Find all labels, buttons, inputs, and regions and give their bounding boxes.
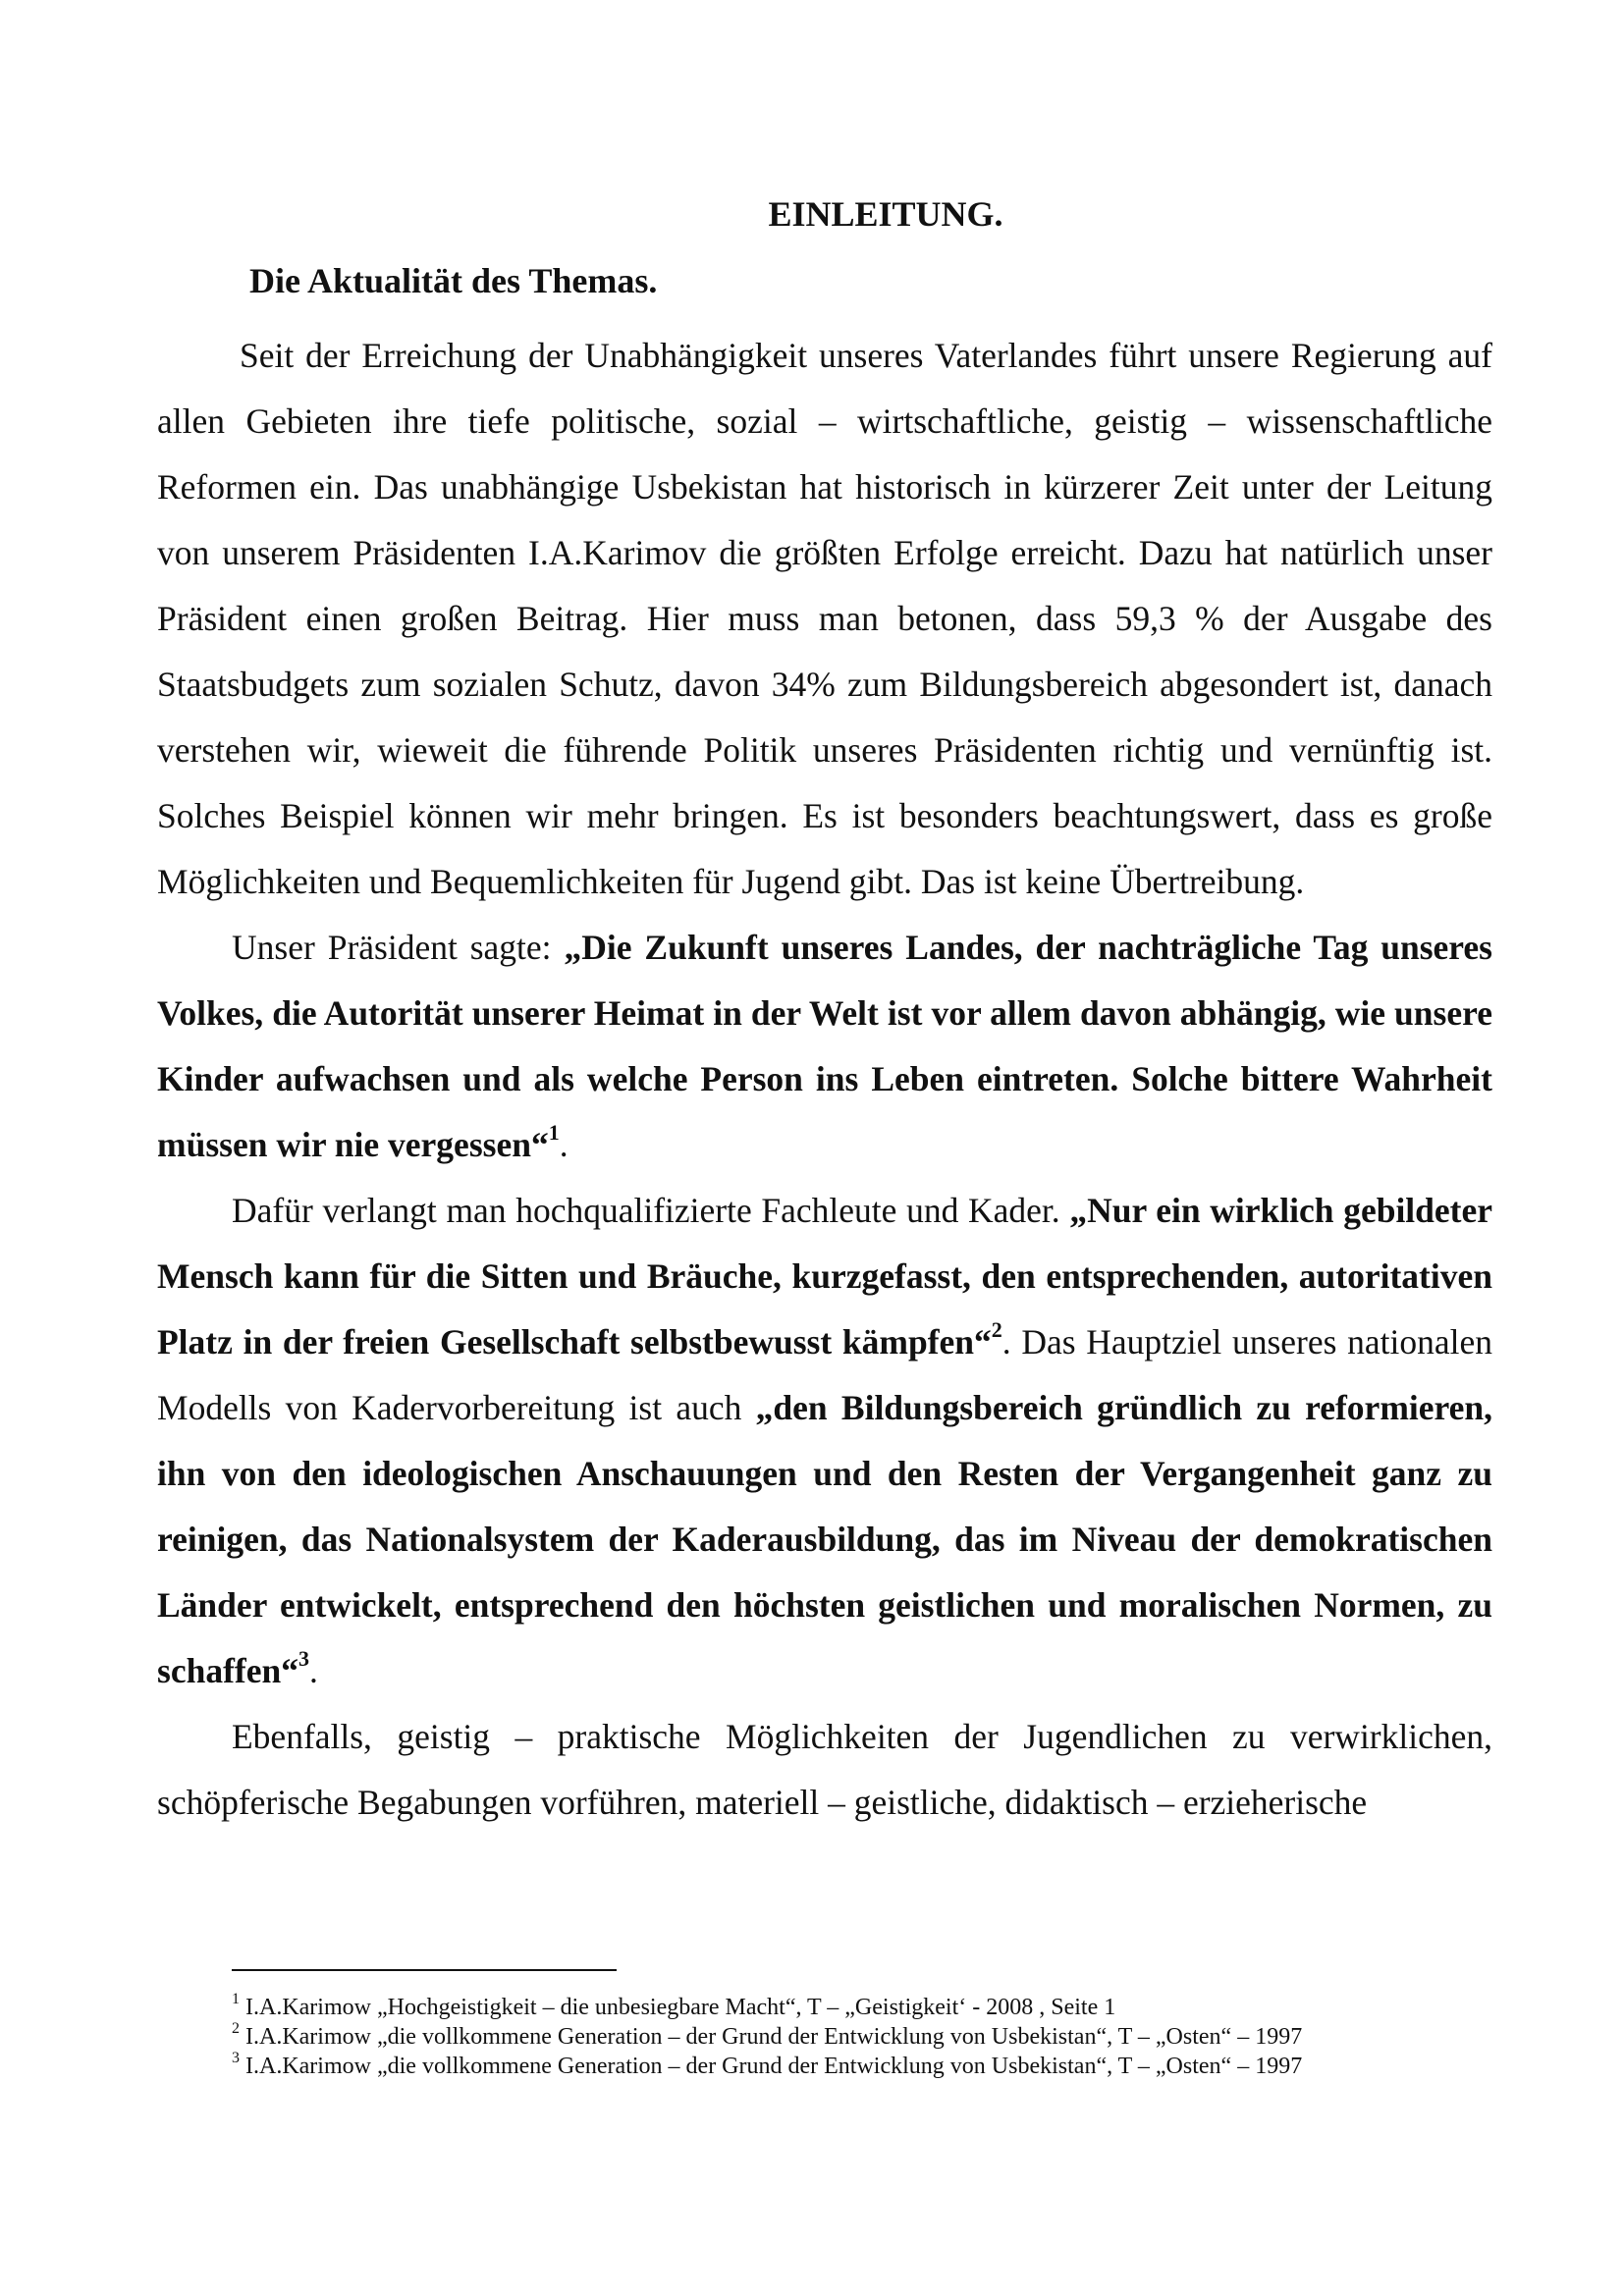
paragraph-2-quote: „Die Zukunft unseres Landes, der nachträgliche Tag unseres Volkes, die Autorität unserer Heimat in der Welt ist vor allem davon abhängig, wie unsere Kinder aufwachsen und als welche Person ins Leben eintreten. Solche bittere Wahrheit müssen wir nie vergessen“ <box>157 928 1492 1164</box>
paragraph-4 <box>157 1704 1492 1836</box>
paragraph-3-tail: . <box>308 1651 318 1690</box>
page-title: EINLEITUNG. <box>768 194 1003 234</box>
paragraph-2-lead: Unser Präsident sagte: <box>232 928 565 967</box>
footnote-2 <box>232 2022 1508 2052</box>
footnote-1 <box>232 1993 1508 2022</box>
footnote-number: 1 <box>232 1991 240 2007</box>
paragraph-1 <box>157 323 1492 915</box>
footnote-text: I.A.Karimow „die vollkommene Generation – der Grund der Entwicklung von Usbekistan“, T – „Osten“ – 1997 <box>245 2054 1303 2079</box>
paragraph-2 <box>157 915 1492 1178</box>
footnote-text: I.A.Karimow „Hochgeistigkeit – die unbesiegbare Macht“, T – „Geistigkeit‘ - 2008 , Seite 1 <box>245 1995 1116 2020</box>
section-subheading: Die Aktualität des Themas. <box>249 261 658 300</box>
footnote-text: I.A.Karimow „die vollkommene Generation – der Grund der Entwicklung von Usbekistan“, T – „Osten“ – 1997 <box>245 2024 1303 2050</box>
footnote-ref-3: 3 <box>298 1646 309 1672</box>
paragraph-3-middle: . Das Hauptziel unseres nationalen Modells von Kadervorbereitung ist auch <box>157 1322 1492 1427</box>
footnote-ref-2: 2 <box>991 1317 1002 1343</box>
paragraph-3 <box>157 1178 1492 1704</box>
paragraph-4-text: Ebenfalls, geistig – praktische Möglichkeiten der Jugendlichen zu verwirklichen, schöpferische Begabungen vorführen, materiell – geistliche, didaktisch – erzieherische <box>157 1717 1492 1822</box>
paragraph-3-lead: Dafür verlangt man hochqualifizierte Fachleute und Kader. <box>232 1191 1070 1230</box>
footnote-number: 2 <box>232 2020 240 2037</box>
paragraph-1-text: Seit der Erreichung der Unabhängigkeit unseres Vaterlandes führt unsere Regierung auf allen Gebieten ihre tiefe politische, sozial – wirtschaftliche, geistig – wissenschaftliche Reformen ein. Das unabhängige Usbekistan hat historisch in kürzerer Zeit unter der Leitung von unserem Präsidenten I.A.Karimov die größten Erfolge erreicht. Dazu hat natürlich unser Präsident einen großen Beitrag. Hier muss man betonen, dass 59,3 % der Ausgabe des Staatsbudgets zum sozialen Schutz, davon 34% zum Bildungsbereich abgesondert ist, danach verstehen wir, wieweit die führende Politik unseres Präsidenten richtig und vernünftig ist. Solches Beispiel können wir mehr bringen. Es ist besonders beachtungswert, dass es große Möglichkeiten und Bequemlichkeiten für Jugend gibt. Das ist keine Übertreibung. <box>157 336 1492 901</box>
paragraph-3-quote: „Nur ein wirklich gebildeter Mensch kann für die Sitten und Bräuche, kurzgefasst, den entsprechenden, autoritativen Platz in der freien Gesellschaft selbstbewusst kämpfen“ <box>157 1191 1492 1362</box>
footnote-ref-1: 1 <box>548 1120 560 1146</box>
footnote-number: 3 <box>232 2050 240 2066</box>
body-text <box>157 323 1492 1836</box>
footnote-divider <box>232 1969 617 1971</box>
paragraph-2-tail: . <box>559 1125 568 1164</box>
footnotes <box>232 1993 1508 2081</box>
footnote-3 <box>232 2052 1508 2081</box>
paragraph-3-quote-2: „den Bildungsbereich gründlich zu reformieren, ihn von den ideologischen Anschauungen und den Resten der Vergangenheit ganz zu reinigen, das Nationalsystem der Kaderausbildung, das im Niveau der demokratischen Länder entwickelt, entsprechend den höchsten geistlichen und moralischen Normen, zu schaffen“ <box>157 1388 1492 1690</box>
